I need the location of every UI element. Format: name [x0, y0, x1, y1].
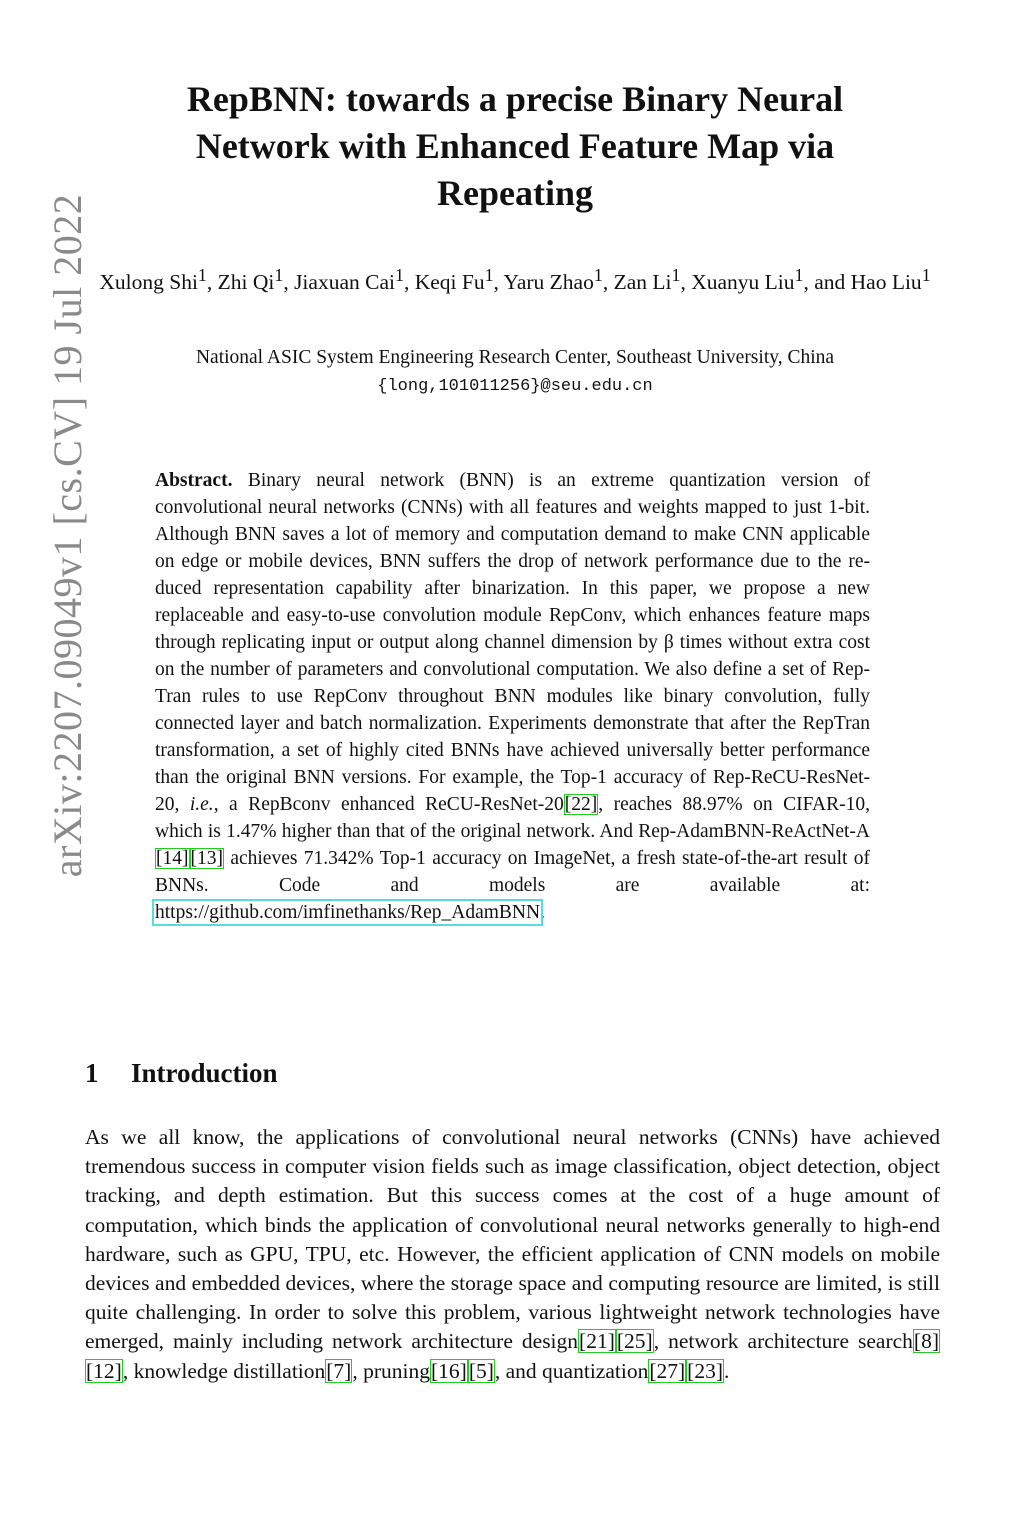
citation-link-25[interactable]: [25]: [616, 1329, 653, 1354]
code-repository-link[interactable]: https://github.com/imfinethanks/Rep_AdamBNN: [155, 902, 541, 923]
contact-email: {long,101011256}@seu.edu.cn: [377, 377, 653, 396]
author-name: Keqi Fu: [414, 270, 485, 295]
arxiv-identifier-stamp: [8, 95, 128, 975]
arxiv-id-text: arXiv:2207.09049v1 [cs.CV] 19 Jul 2022: [45, 193, 91, 877]
citation-link-7[interactable]: [7]: [326, 1358, 352, 1383]
author-affil-mark: 1: [197, 265, 207, 285]
abstract-text: achieves 71.342% Top-1 accuracy on ImageNet, a fresh state-of-the-art result of BNNs. Code and models are available at:: [155, 848, 870, 896]
intro-text: , knowledge distillation: [122, 1358, 326, 1383]
section-heading: [85, 1058, 278, 1089]
citation-link-16[interactable]: [16]: [430, 1358, 467, 1383]
author-affil-mark: 1: [484, 265, 494, 285]
citation-link-14[interactable]: [14]: [156, 848, 189, 869]
abstract-heading: Abstract.: [155, 470, 233, 491]
author-affil-mark: 1: [593, 265, 603, 285]
abstract-text: , a RepBconv enhanced ReCU-ResNet-20: [213, 794, 564, 815]
abstract: [155, 467, 870, 926]
author-list: Xulong Shi$^1$, Zhi Qi$^1$, Jiaxuan Cai$^1$, Keqi Fu$^1$, Yaru Zhao$^1$, Zan Li$^1$, Xuanyu Liu$^1$, and Hao Liu$^1$: [99, 265, 931, 295]
author-name: Xuanyu Liu: [691, 270, 795, 295]
author-affil-mark: 1: [394, 265, 404, 285]
author-name: Xulong Shi: [99, 270, 198, 295]
author-affil-mark: 1: [921, 265, 931, 285]
citation-link-27[interactable]: [27]: [649, 1358, 686, 1383]
author-name: Zan Li: [613, 270, 672, 295]
citation-link-5[interactable]: [5]: [468, 1358, 494, 1383]
author-name: Hao Liu: [850, 270, 922, 295]
introduction-paragraph: [85, 1123, 940, 1386]
abstract-text: Binary neural network (BNN) is an extreme quantization version of convolutional neural networks (CNNs) with all features and weights mapped to just 1-bit. Although BNN saves a lot of memory and computation demand to make CNN applicable on edge or mobile devices, BNN suffers the drop of network performance due to the reduced representation capability after binarization. In this paper, we propose a new replaceable and easy-to-use convolution module RepConv, which enhances feature maps through replicating input or output along channel dimension by β times without extra cost on the number of parameters and convolutional computation. We also define a set of RepTran rules to use RepConv throughout BNN modules like binary convolution, fully connected layer and batch normalization. Experiments demonstrate that after the RepTran transformation, a set of highly cited BNNs have achieved universally better performance than the original BNN versions. For example, the Top-1 accuracy of Rep-ReCU-ResNet-20,: [155, 470, 871, 815]
citation-link-21[interactable]: [21]: [579, 1329, 615, 1354]
affiliation-block: [80, 343, 950, 401]
abstract-text: , reaches 88.97% on CIFAR-10, which is 1.47% higher than that of the original network. And Rep-AdamBNN-ReActNet-A: [155, 794, 870, 842]
section-number: 1: [85, 1058, 99, 1088]
citation-link-8[interactable]: [8]: [913, 1329, 939, 1354]
author-affil-mark: 1: [671, 265, 681, 285]
citation-link-23[interactable]: [23]: [687, 1358, 723, 1383]
author-affil-mark: 1: [274, 265, 284, 285]
citation-link-13[interactable]: [13]: [190, 848, 223, 869]
section-title: Introduction: [131, 1058, 278, 1088]
intro-text: As we all know, the applications of convolutional neural networks (CNNs) have achieved tremendous success in computer vision fields such as image classification, object detection, object tracking, and depth estimation. But this success comes at the cost of a huge amount of computation, which binds the application of convolutional neural networks generally to high-end hardware, such as GPU, TPU, etc. However, the efficient application of CNN models on mobile devices and embedded devices, where the storage space and computing resource are limited, is still quite challenging. In order to solve this problem, various lightweight network technologies have emerged, mainly including network architecture design: [85, 1125, 940, 1354]
author-name: Jiaxuan Cai: [294, 270, 395, 295]
author-name: Zhi Qi: [217, 270, 275, 295]
citation-link-22[interactable]: [22]: [564, 794, 598, 815]
intro-text: .: [724, 1358, 730, 1383]
author-affil-mark: 1: [794, 265, 804, 285]
affiliation: National ASIC System Engineering Research Center, Southeast University, China: [195, 347, 835, 368]
paper-title: RepBNN: towards a precise Binary Neural Network with Enhanced Feature Map via Repeating: [186, 79, 844, 213]
intro-text: , pruning: [352, 1358, 430, 1383]
citation-link-12[interactable]: [12]: [86, 1358, 122, 1383]
abstract-text: .: [540, 902, 545, 923]
abstract-ie: i.e.: [189, 794, 214, 815]
intro-text: , network architecture search: [653, 1329, 913, 1354]
intro-text: , and quantization: [494, 1358, 649, 1383]
author-name: Yaru Zhao: [503, 270, 594, 295]
